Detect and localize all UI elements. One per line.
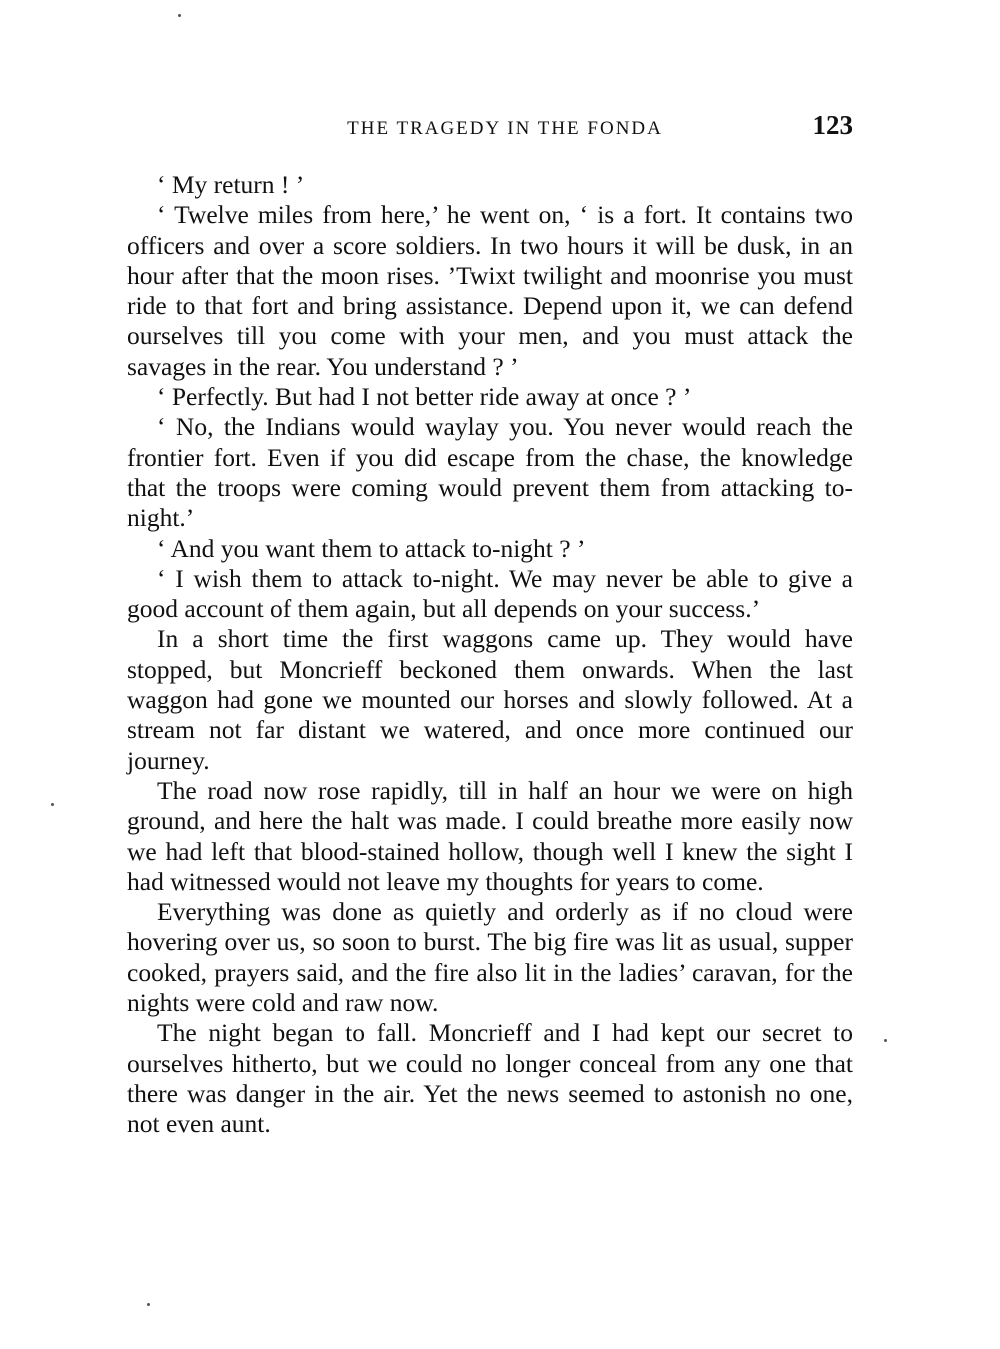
paragraph: The road now rose rapidly, till in half an hour we were on high ground, and here the halt was made. I could breathe more easily now we had left that blood-stained hollow, though well I knew the sight I had witnessed would not leave my thoughts for years to come.	[127, 775, 853, 896]
paragraph: ‘ I wish them to attack to-night. We may never be able to give a good account of them again, but all depends on your success.’	[127, 563, 853, 624]
running-head	[127, 110, 853, 146]
scan-speck	[884, 1039, 887, 1042]
paragraph: In a short time the first waggons came up. They would have stopped, but Moncrieff beckoned them onwards. When the last waggon had gone we mounted our horses and slowly followed. At a stream not far distant we watered, and once more continued our journey.	[127, 624, 853, 775]
paragraph: ‘ My return ! ’	[157, 170, 305, 199]
paragraph: ‘ Perfectly. But had I not better ride away at once ? ’	[157, 382, 692, 412]
scan-speck	[51, 803, 54, 806]
paragraph: ‘ Twelve miles from here,’ he went on, ‘ is a fort. It contains two officers and over a score soldiers. In two hours it will be dusk, in an hour after that the moon rises. ’Twixt twilight and moonrise you must ride to that fort and bring assistance. Depend upon it, we can defend ourselves till you come with your men, and you must attack the savages in the rear. You understand ? ’	[127, 200, 853, 381]
paragraph: The night began to fall. Moncrieff and I had kept our secret to ourselves hitherto, but we could no longer conceal from any one that there was danger in the air. Yet the news seemed to astonish no one, not even aunt.	[127, 1018, 853, 1139]
paragraph: Everything was done as quietly and orderly as if no cloud were hovering over us, so soon to burst. The big fire was lit as usual, supper cooked, prayers said, and the fire also lit in the ladies’ caravan, for the nights were cold and raw now.	[127, 897, 853, 1018]
scan-speck	[178, 14, 181, 17]
paragraph: ‘ No, the Indians would waylay you. You never would reach the frontier fort. Even if you did escape from the chase, the knowledge that the troops were coming would prevent them from attacking to-night.’	[127, 412, 853, 533]
body-text	[127, 170, 853, 1140]
page-number: 123	[812, 110, 853, 140]
scan-speck	[147, 1303, 150, 1306]
chapter-running-title: THE TRAGEDY IN THE FONDA	[347, 118, 663, 139]
paragraph: ‘ And you want them to attack to-night ? ’	[157, 533, 586, 563]
